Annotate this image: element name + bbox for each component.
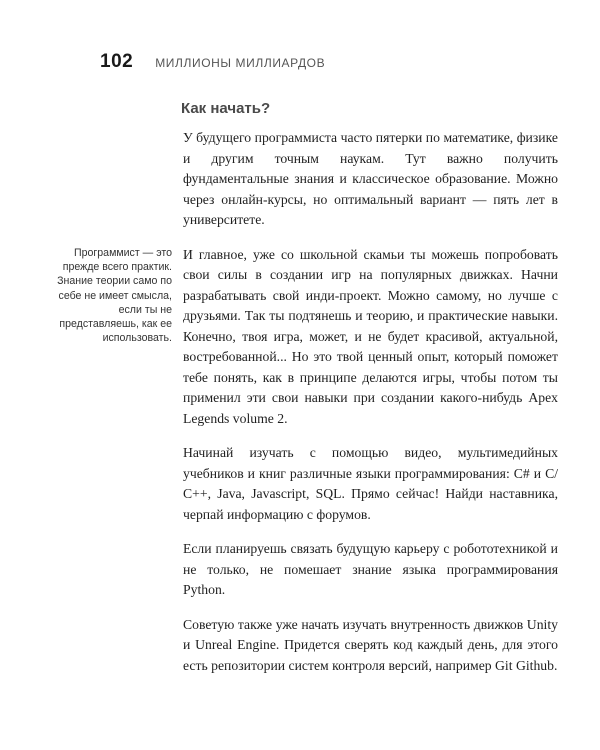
section-heading: Как начать? — [181, 100, 271, 117]
page-number: 102 — [100, 51, 134, 72]
paragraph: Если планируешь связать будущую карьеру с робототехникой и не только, не помешает знание языка программирования Python. — [183, 541, 558, 597]
body-text — [183, 128, 558, 690]
page-header — [100, 51, 325, 73]
paragraph: Начинай изучать с помощью видео, мультимедийных учебников и книг различные языки программирования: C# и C/ C++, Java, Javascript, SQL. Прямо сейчас! Найди наставника, черпай информацию с форумов. — [183, 445, 558, 522]
paragraph: У будущего программиста часто пятерки по математике, физике и другим точным наукам. Тут важно получить фундаментальные знания и классическое образование. Можно через онлайн-курсы, но оптимальный вариант — пять лет в университете. — [183, 130, 558, 227]
paragraph: И главное, уже со школьной скамьи ты можешь попробовать свои силы в создании игр на популярных движках. Начни разрабатывать свой инди-проект. Можно самому, но лучше с друзьями. Так ты подтянешь и теорию, и практические навыки. Конечно, твоя игра, может, и не будет красивой, актуальной, востребованной... Но это твой ценный опыт, который поможет тебе понять, как в принципе делаются игры, чтобы потом ты применил эти свои навыки при создании какого-нибудь Apex Legends volume 2. — [183, 246, 558, 426]
margin-sidenote: Программист — это прежде всего практик. Знание теории само по себе не имеет смысла, если ты не представляешь, как ее использовать. — [57, 247, 172, 345]
running-title: МИЛЛИОНЫ МИЛЛИАРДОВ — [155, 56, 326, 70]
paragraph: Советую также уже начать изучать внутренность движков Unity и Unreal Engine. Придется сверять код каждый день, для этого есть репозитории систем контроля версий, например Git Github. — [183, 616, 558, 673]
